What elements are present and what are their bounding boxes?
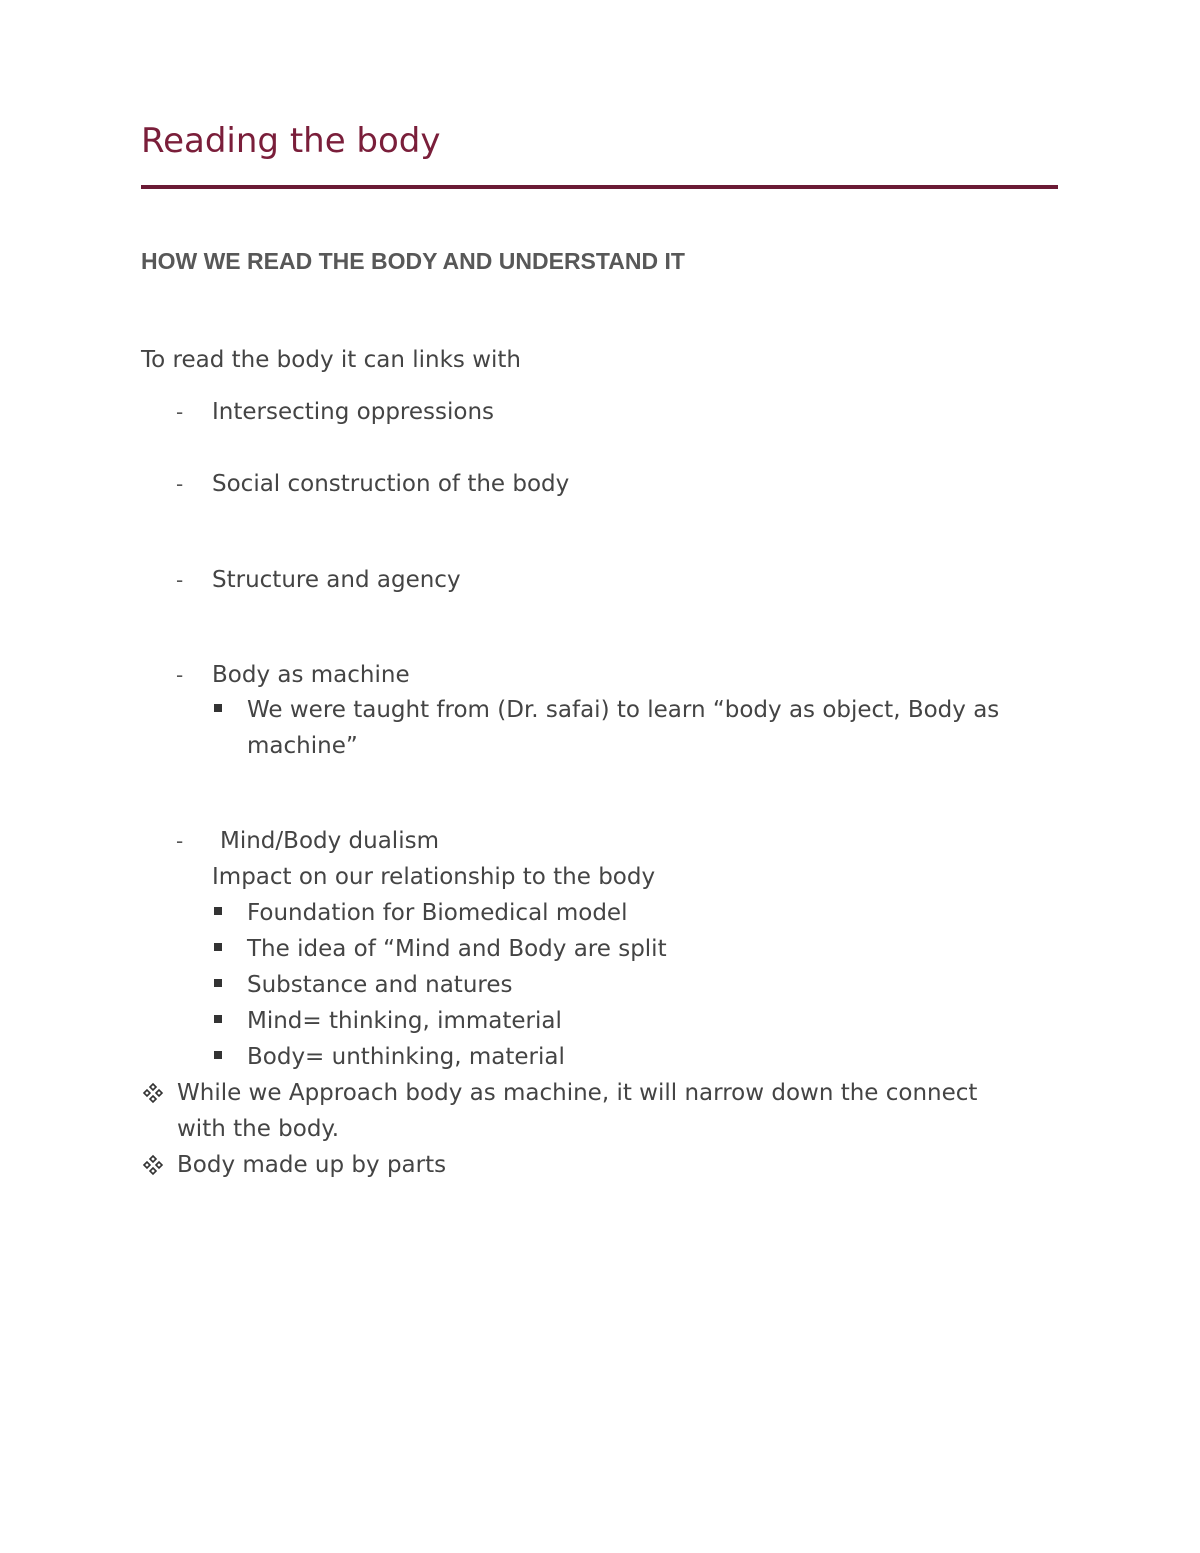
sub-item-idea-split: The idea of “Mind and Body are split	[247, 936, 667, 962]
conclusion-parts: Body made up by parts	[177, 1152, 447, 1178]
conclusion-approach-line1: While we Approach body as machine, it will narrow down the connect	[177, 1080, 978, 1106]
dash-bullet: -	[176, 829, 184, 853]
square-bullet-icon	[214, 1051, 222, 1059]
title-divider	[141, 185, 1058, 189]
list-item-social-construction: Social construction of the body	[212, 471, 570, 497]
square-bullet-icon	[214, 907, 222, 915]
sub-item-taught-line1: We were taught from (Dr. safai) to learn “body as object, Body as	[247, 697, 1000, 723]
section-heading: HOW WE READ THE BODY AND UNDERSTAND IT	[141, 248, 685, 274]
dash-bullet: -	[176, 400, 184, 424]
square-bullet-icon	[214, 943, 222, 951]
list-item-intersecting-oppressions: Intersecting oppressions	[212, 399, 495, 425]
dash-bullet: -	[176, 568, 184, 592]
four-diamond-bullet-icon	[142, 1082, 164, 1104]
four-diamond-bullet-icon	[142, 1154, 164, 1176]
list-item-mind-body-dualism: Mind/Body dualism	[220, 828, 439, 854]
page-title: Reading the body	[141, 121, 441, 161]
sub-item-body-unthinking: Body= unthinking, material	[247, 1044, 565, 1070]
dualism-note: Impact on our relationship to the body	[212, 864, 656, 890]
conclusion-approach-line2: with the body.	[177, 1116, 340, 1142]
dash-bullet: -	[176, 472, 184, 496]
intro-text: To read the body it can links with	[141, 347, 521, 373]
list-item-body-as-machine: Body as machine	[212, 662, 410, 688]
square-bullet-icon	[214, 1015, 222, 1023]
sub-item-mind-thinking: Mind= thinking, immaterial	[247, 1008, 562, 1034]
sub-item-substance: Substance and natures	[247, 972, 513, 998]
square-bullet-icon	[214, 704, 222, 712]
sub-item-taught-line2: machine”	[247, 733, 358, 759]
dash-bullet: -	[176, 663, 184, 687]
sub-item-foundation: Foundation for Biomedical model	[247, 900, 628, 926]
list-item-structure-agency: Structure and agency	[212, 567, 461, 593]
square-bullet-icon	[214, 979, 222, 987]
